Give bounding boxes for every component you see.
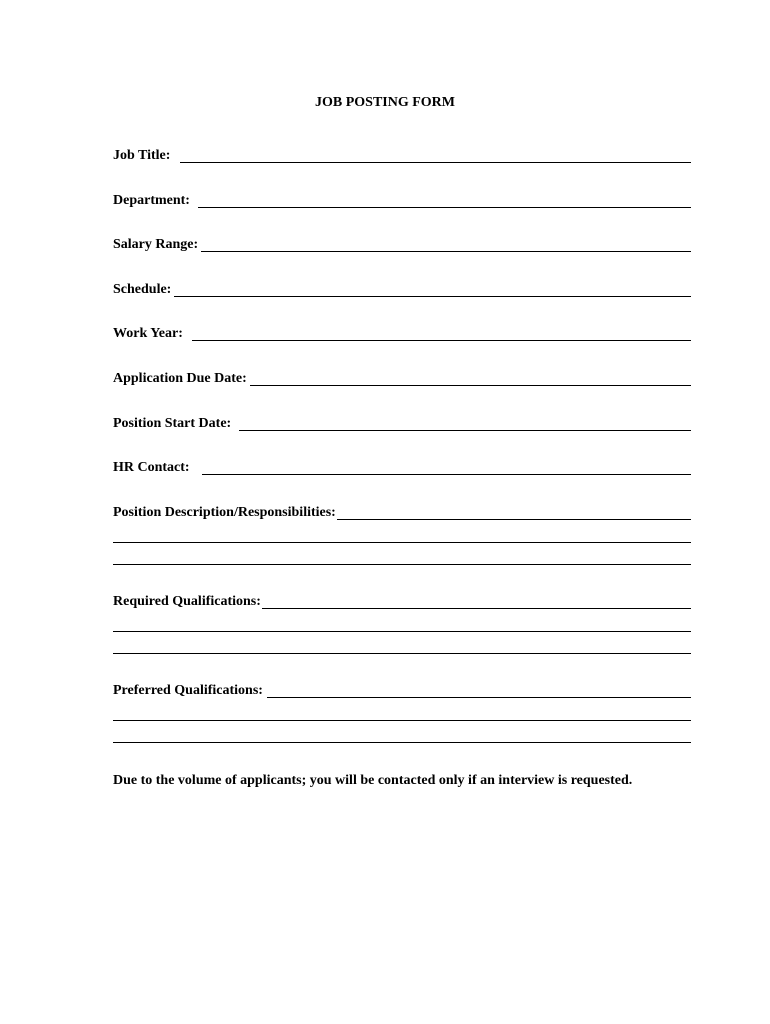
required-qualifications-label: Required Qualifications: [113,594,261,609]
department-label: Department: [113,193,190,208]
preferred-qualifications-line-2[interactable] [113,720,691,721]
department-field[interactable] [198,206,691,208]
applicant-notice: Due to the volume of applicants; you will be contacted only if an interview is requested. [113,773,633,788]
salary-range-label: Salary Range: [113,237,199,252]
position-description-field[interactable] [337,518,691,520]
required-qualifications-field[interactable] [262,607,691,609]
position-start-date-row [113,413,691,433]
work-year-field[interactable] [192,339,691,341]
salary-range-row [113,234,691,254]
salary-range-field[interactable] [201,250,691,252]
job-title-row [113,145,691,165]
required-qualifications-row [113,591,691,611]
preferred-qualifications-field[interactable] [267,696,691,698]
job-title-field[interactable] [180,161,691,163]
work-year-label: Work Year: [113,326,183,341]
position-description-label: Position Description/Responsibilities: [113,505,336,520]
page-title: JOB POSTING FORM [314,95,455,110]
application-due-date-row [113,368,691,388]
hr-contact-field[interactable] [202,473,691,475]
required-qualifications-line-2[interactable] [113,631,691,632]
position-start-date-field[interactable] [239,429,691,431]
position-description-line-2[interactable] [113,542,691,543]
schedule-field[interactable] [174,295,691,297]
position-start-date-label: Position Start Date: [113,416,232,431]
job-title-label: Job Title: [113,148,171,163]
preferred-qualifications-row [113,680,691,700]
schedule-label: Schedule: [113,282,172,297]
hr-contact-label: HR Contact: [113,460,190,475]
position-description-row [113,502,691,522]
work-year-row [113,323,691,343]
position-description-line-3[interactable] [113,564,691,565]
preferred-qualifications-label: Preferred Qualifications: [113,683,263,698]
schedule-row [113,279,691,299]
department-row [113,190,691,210]
required-qualifications-line-3[interactable] [113,653,691,654]
hr-contact-row [113,457,691,477]
application-due-date-label: Application Due Date: [113,371,247,386]
preferred-qualifications-line-3[interactable] [113,742,691,743]
application-due-date-field[interactable] [250,384,691,386]
